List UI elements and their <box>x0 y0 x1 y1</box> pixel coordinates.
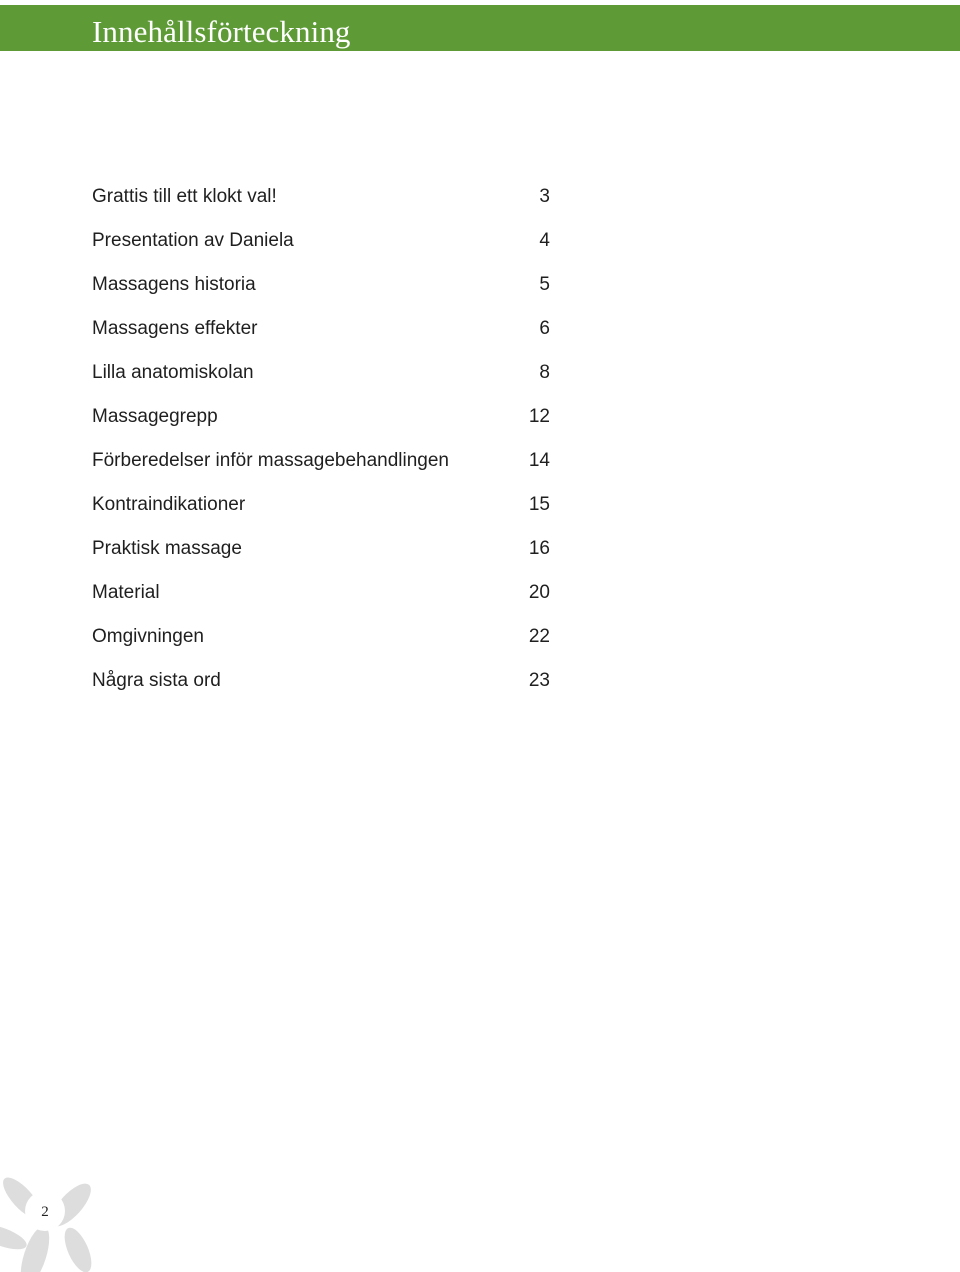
flower-petal-icon <box>0 1174 120 1272</box>
toc-item-title: Omgivningen <box>92 626 204 647</box>
toc-item-title: Några sista ord <box>92 670 221 691</box>
toc-item-page: 5 <box>539 274 550 295</box>
toc-item-page: 23 <box>528 670 550 691</box>
toc-item-page: 14 <box>528 450 550 471</box>
toc-item-title: Förberedelser inför massagebehandlingen <box>92 450 450 471</box>
page-number: 2 <box>41 1204 49 1220</box>
toc-item-page: 15 <box>528 494 550 515</box>
toc-item-title: Kontraindikationer <box>92 494 246 515</box>
toc-item[interactable] <box>92 621 550 665</box>
toc-item-title: Praktisk massage <box>92 538 242 559</box>
toc-item[interactable] <box>92 489 550 533</box>
toc-item-title: Massagens historia <box>92 274 256 295</box>
toc-item-title: Material <box>92 582 160 603</box>
toc-item[interactable] <box>92 401 550 445</box>
toc-item[interactable] <box>92 533 550 577</box>
toc-item-page: 8 <box>539 362 550 383</box>
toc-item-title: Grattis till ett klokt val! <box>92 186 277 207</box>
toc-item-page: 3 <box>539 186 550 207</box>
toc-item-page: 16 <box>528 538 550 559</box>
table-of-contents <box>92 181 550 709</box>
toc-item-title: Lilla anatomiskolan <box>92 362 254 383</box>
toc-item[interactable] <box>92 225 550 269</box>
toc-item-page: 4 <box>539 230 550 251</box>
toc-item-page: 12 <box>528 406 550 427</box>
toc-item-title: Presentation av Daniela <box>92 230 294 251</box>
toc-item[interactable] <box>92 577 550 621</box>
toc-item-title: Massagens effekter <box>92 318 258 339</box>
toc-item-title: Massagegrepp <box>92 406 218 427</box>
page-title: Innehållsförteckning <box>92 14 351 49</box>
toc-item-page: 20 <box>528 582 550 603</box>
toc-item-page: 22 <box>528 626 550 647</box>
toc-item[interactable] <box>92 357 550 401</box>
toc-item[interactable] <box>92 269 550 313</box>
header-band <box>0 5 960 51</box>
toc-item[interactable] <box>92 445 550 489</box>
toc-item-page: 6 <box>539 318 550 339</box>
toc-item[interactable] <box>92 665 550 709</box>
toc-item[interactable] <box>92 181 550 225</box>
toc-item[interactable] <box>92 313 550 357</box>
